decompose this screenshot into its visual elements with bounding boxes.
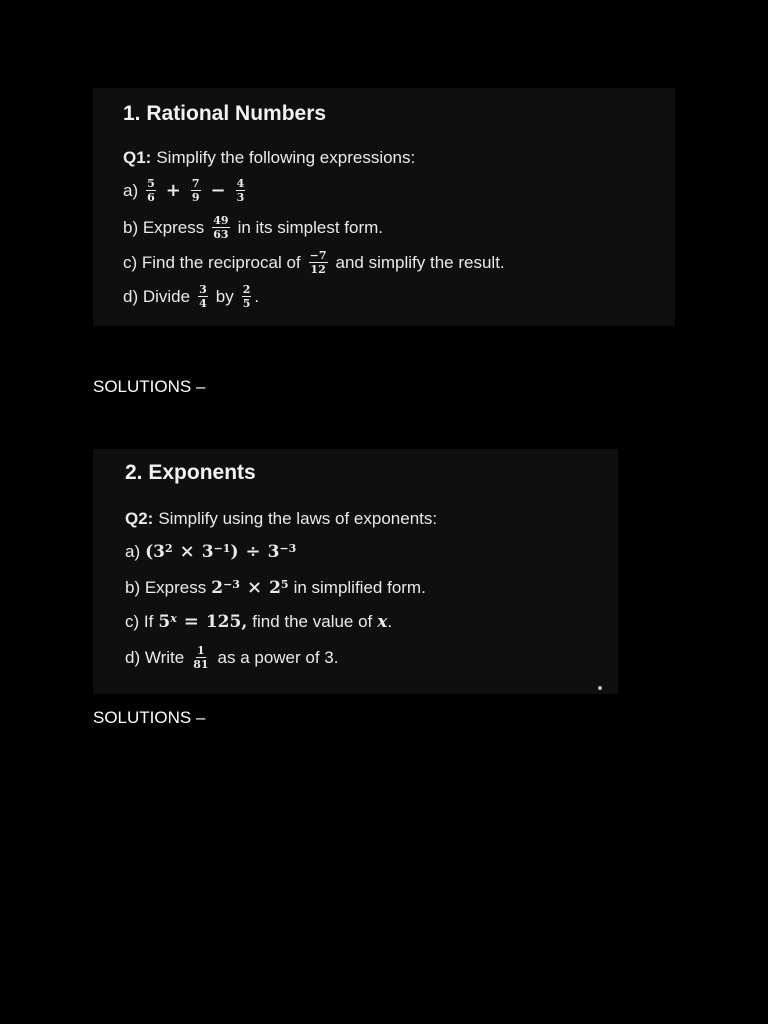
exponent: x [170,612,177,625]
math-base: 3 [201,541,214,562]
item-d [125,645,338,670]
math-base: (3 [145,541,165,562]
rational-numbers-card [93,88,675,326]
math-variable: x [377,611,388,632]
section-heading: 2. Exponents [125,461,256,484]
question-line [123,148,415,168]
item-b [125,577,426,598]
period: . [254,286,260,306]
item-label: b) Express [123,217,205,237]
exponent: −1 [213,542,231,555]
math-base: 3 [267,541,280,562]
fraction: $\frac{49}{63}$ [213,214,229,241]
close-paren: ) [230,541,239,562]
corner-dot [598,686,602,690]
times-operator: × [246,577,263,598]
fraction: $\frac{7}{9}$ [191,177,200,204]
solutions-label: SOLUTIONS – [93,377,206,396]
item-label: b) Express [125,577,207,597]
period: . [387,611,393,631]
item-label: d) Write [125,647,185,667]
item-text: by [215,286,234,306]
item-text: in its simplest form. [237,217,384,237]
item-text: as a power of 3. [217,647,339,667]
fraction: $\frac{-7}{12}$ [309,249,327,276]
math-value: 125, [205,611,248,632]
exponent: 2 [165,542,173,555]
exponent: 5 [280,578,289,591]
item-d [123,284,259,309]
item-b [123,215,383,240]
fraction: $\frac{4}{3}$ [236,177,245,204]
item-c [125,611,392,632]
item-text: find the value of [252,611,373,631]
item-label: c) Find the reciprocal of [123,252,301,272]
math-base: 5 [158,611,171,632]
exponent: −3 [279,542,297,555]
item-label: c) If [125,611,154,631]
fraction: $\frac{5}{6}$ [147,177,155,204]
fraction: $\frac{1}{81}$ [193,644,209,671]
question-label: Q2: [125,509,154,528]
fraction: $\frac{3}{4}$ [199,283,207,310]
math-base: 2 [211,577,224,598]
equals-operator: = [183,611,199,632]
section-heading: 1. Rational Numbers [123,102,327,125]
item-text: in simplified form. [293,577,426,597]
exponent: −3 [223,578,240,591]
item-text: and simplify the result. [335,252,505,272]
item-c [123,250,505,275]
exponents-card [93,449,618,694]
divide-operator: ÷ [245,541,261,562]
item-label: a) [123,180,139,200]
fraction: $\frac{2}{5}$ [242,283,251,310]
times-operator: × [179,541,195,562]
question-text: Simplify using the laws of exponents: [158,509,438,528]
plus-operator: + [165,180,181,201]
math-base: 2 [269,577,281,598]
solutions-label: SOLUTIONS – [93,708,206,727]
question-text: Simplify the following expressions: [156,148,416,167]
item-label: d) Divide [123,286,191,306]
minus-operator: − [210,180,226,201]
item-label: a) [125,541,141,561]
item-a [125,541,296,562]
item-a [123,178,248,203]
question-line [125,509,437,529]
question-label: Q1: [123,148,152,167]
